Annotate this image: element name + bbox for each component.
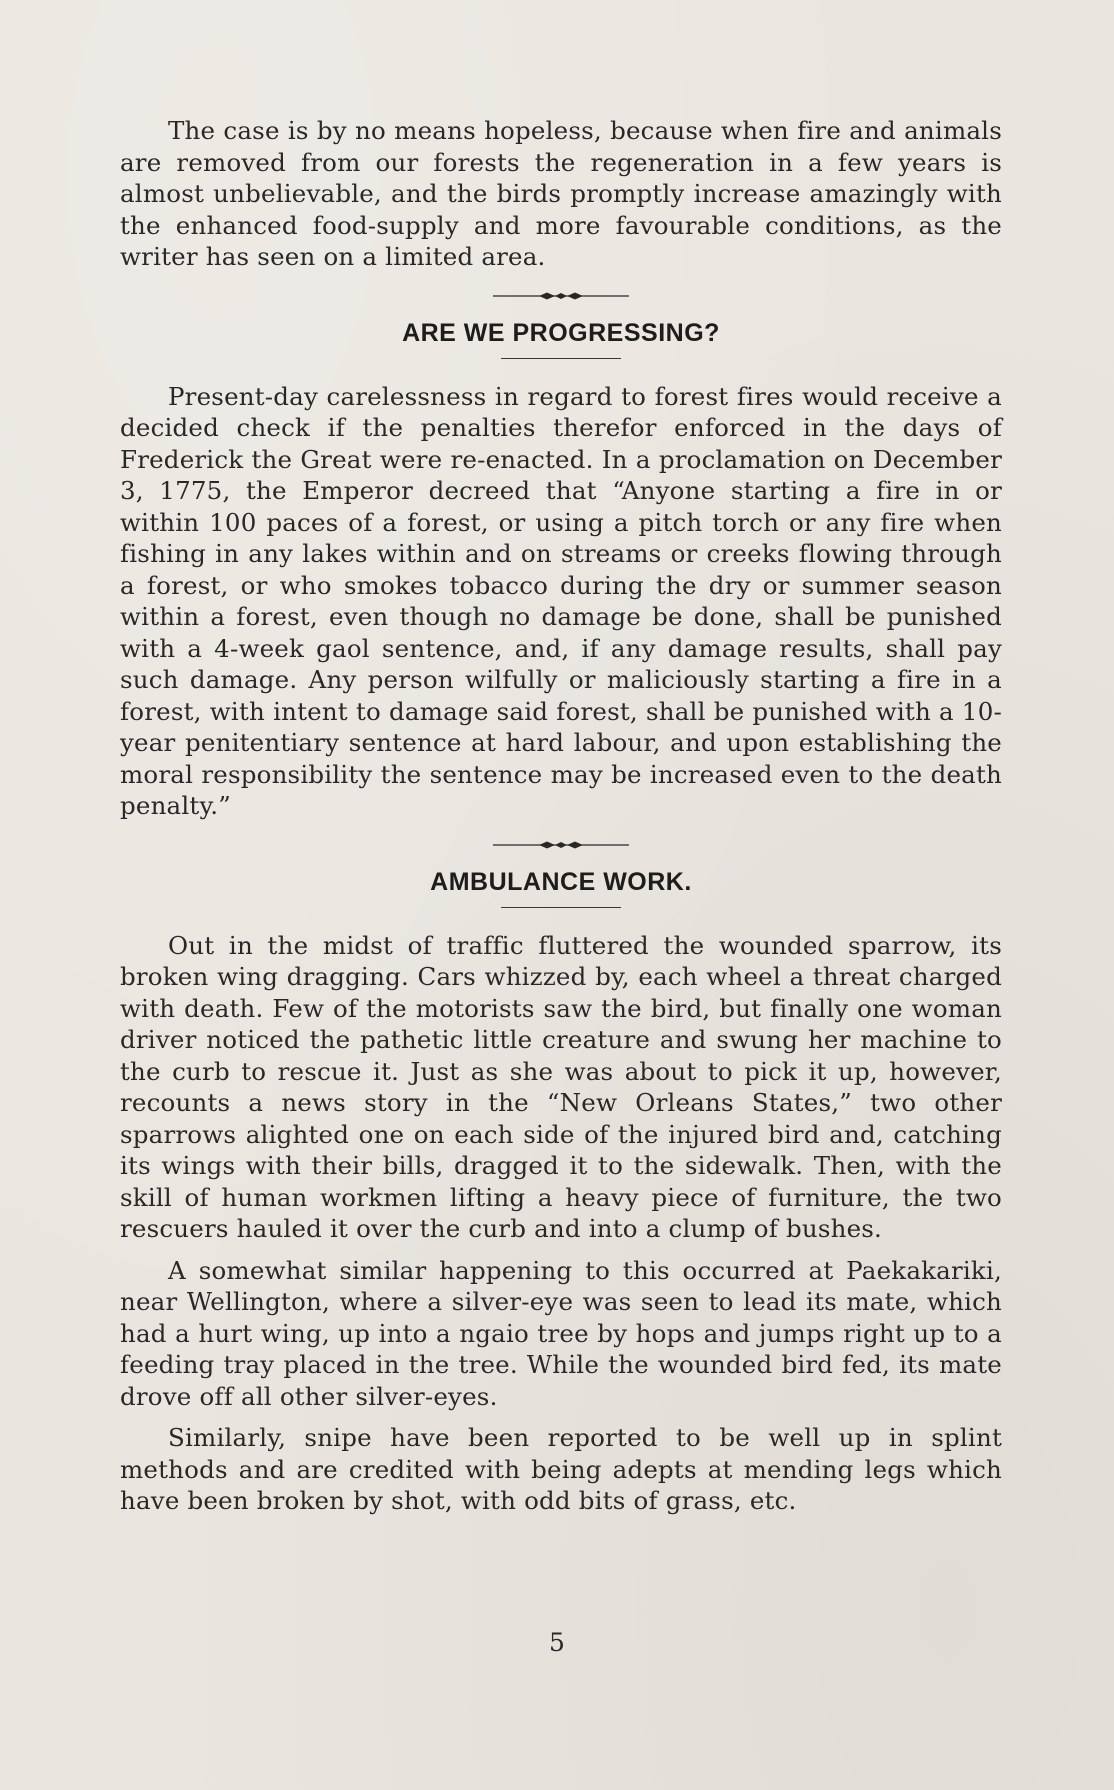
progressing-paragraph: Present-day carelessness in regard to forest fires would receive a decided check if the penalties therefor enforced in the days of Frederick the Great were re-enacted. In a proclamation on December 3, 1775, the Emperor decreed that “Anyone starting a fire in or within 100 paces of a forest, or using a pitch torch or any fire when fishing in any lakes within and on streams or creeks flowing through a forest, or who smokes tobacco during the dry or summer season within a forest, even though no damage be done, shall be punished with a 4-week gaol sentence, and, if any damage results, shall pay such damage. Any person wilfully or maliciously starting a fire in a forest, with intent to damage said forest, shall be punished with a 10-year penitentiary sentence at hard labour, and upon establishing the moral responsibility the sentence may be increased even to the death penalty.” xyxy=(120,381,1002,820)
heading-ambulance-work: AMBULANCE WORK. xyxy=(430,867,692,896)
section-divider xyxy=(120,285,1002,307)
intro-paragraph: The case is by no means hopeless, because when fire and animals are removed from our forests the regeneration in a few years is almost unbelievable, and the birds promptly increase amazingly with the enhanced food-supply and more favourable conditions, as the writer has seen on a limited area. xyxy=(120,116,1002,271)
ambulance-paragraph-2: A somewhat similar happening to this occurred at Paekakariki, near Wellington, where a silver-eye was seen to lead its mate, which had a hurt wing, up into a ngaio tree by hops and jumps right up to a feeding tray placed in the tree. While the wounded bird fed, its mate drove off all other silver-eyes. xyxy=(120,1255,1002,1411)
ambulance-paragraph-1: Out in the midst of traffic fluttered the wounded sparrow, its broken wing dragging. Cars whizzed by, each wheel a threat charged with death. Few of the motorists saw the bird, but finally one woman driver noticed the pathetic little creature and swung her machine to the curb to rescue it. Just as she was about to pick it up, however, recounts a news story in the “New Orleans States,” two other sparrows alighted one on each side of the injured bird and, catching its wings with their bills, dragged it to the sidewalk. Then, with the skill of human workmen lifting a heavy piece of furniture, the two rescuers hauled it over the curb and into a clump of bushes. xyxy=(120,930,1002,1243)
ornamental-divider-icon xyxy=(491,838,631,852)
section-divider xyxy=(120,834,1002,856)
ambulance-paragraph-3: Similarly, snipe have been reported to be well up in splint methods and are credited with being adepts at mending legs which have been broken by shot, with odd bits of grass, etc. xyxy=(120,1423,1002,1515)
page-number: 5 xyxy=(549,1628,565,1657)
heading-are-we-progressing: ARE WE PROGRESSING? xyxy=(402,318,720,347)
heading-underline xyxy=(501,907,621,908)
heading-underline xyxy=(501,358,621,359)
ornamental-divider-icon xyxy=(491,289,631,303)
